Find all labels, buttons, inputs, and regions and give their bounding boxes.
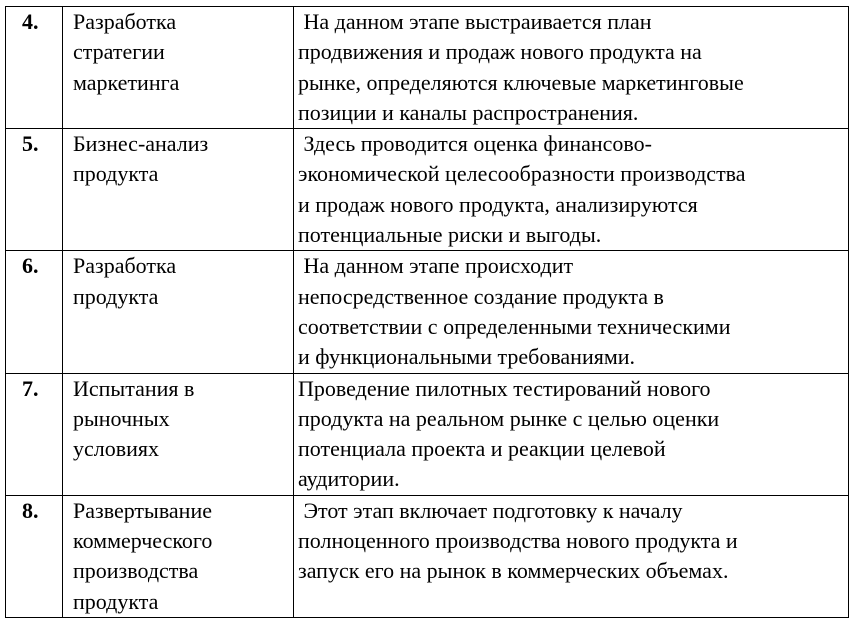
stage-description-line: соответствии с определенными техническими <box>298 313 731 339</box>
stage-description <box>294 373 849 495</box>
stage-description-line: На данном этапе выстраивается план <box>298 9 652 34</box>
stage-description <box>294 129 849 251</box>
stage-description-line: позиции и каналы распространения. <box>298 99 639 125</box>
stage-description-line: экономической целесообразности производства <box>298 161 746 187</box>
stage-description <box>294 495 849 617</box>
table-row <box>6 373 849 495</box>
stage-description-line: запуск его на рынок в коммерческих объемах. <box>298 558 729 584</box>
stage-name <box>63 129 294 251</box>
stage-number: 7. <box>6 373 63 495</box>
stage-description-line: потенциальные риски и выгоды. <box>298 222 602 248</box>
stage-name-line: условиях <box>73 436 160 462</box>
stage-name <box>63 7 294 129</box>
stage-number: 4. <box>6 7 63 129</box>
stage-description-line: продукта на реальном рынке с целью оценки <box>298 405 720 431</box>
stage-description-line: и функциональными требованиями. <box>298 344 636 370</box>
stage-name-line: продукта <box>73 588 159 614</box>
stage-description-line: полноценного производства нового продукта и <box>298 528 738 554</box>
stage-name-line: стратегии <box>73 39 165 65</box>
stage-description-line: продвижения и продаж нового продукта на <box>298 39 702 65</box>
stage-name-line: рыночных <box>73 405 170 431</box>
stage-description-line: На данном этапе происходит <box>298 253 574 279</box>
stage-name-line: Испытания в <box>73 375 195 401</box>
stage-name-line: Разработка <box>73 9 177 34</box>
stage-number: 6. <box>6 251 63 373</box>
stage-name-line: производства <box>73 558 199 584</box>
stage-name-line: Бизнес-анализ <box>73 131 209 157</box>
stage-description-line: рынке, определяются ключевые маркетинговые <box>298 69 744 95</box>
stage-name-line: продукта <box>73 283 159 309</box>
stage-description-line: Здесь проводится оценка финансово- <box>298 131 652 157</box>
stage-name <box>63 251 294 373</box>
stage-description-line: Этот этап включает подготовку к началу <box>298 497 683 523</box>
table-row <box>6 251 849 373</box>
stage-description-line: непосредственное создание продукта в <box>298 283 664 309</box>
stage-description <box>294 251 849 373</box>
stage-name-line: коммерческого <box>73 528 213 554</box>
stage-name-line: маркетинга <box>73 69 180 95</box>
stage-name-line: Развертывание <box>73 497 212 523</box>
table-row <box>6 495 849 617</box>
stage-description-line: потенциала проекта и реакции целевой <box>298 436 666 462</box>
stage-description <box>294 7 849 129</box>
stage-description-line: и продаж нового продукта, анализируются <box>298 191 698 217</box>
stages-table <box>5 6 849 618</box>
stage-number: 5. <box>6 129 63 251</box>
table-row <box>6 7 849 129</box>
stage-description-line: Проведение пилотных тестирований нового <box>298 375 711 401</box>
stage-name <box>63 373 294 495</box>
stage-number: 8. <box>6 495 63 617</box>
table-row <box>6 129 849 251</box>
stage-description-line: аудитории. <box>298 466 400 492</box>
stage-name <box>63 495 294 617</box>
stage-name-line: продукта <box>73 161 159 187</box>
stage-name-line: Разработка <box>73 253 177 279</box>
